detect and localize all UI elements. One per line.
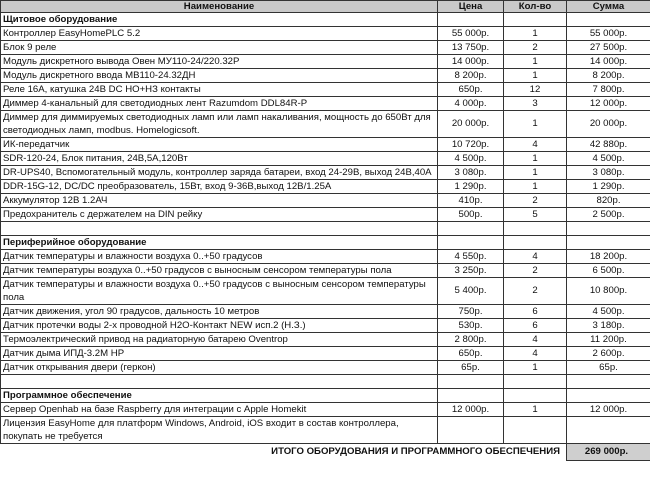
item-price: 20 000р. xyxy=(438,111,504,138)
header-row xyxy=(1,1,650,13)
empty-cell xyxy=(504,222,567,236)
item-sum: 10 800р. xyxy=(567,278,650,305)
empty-cell xyxy=(567,389,650,403)
item-name: SDR-120-24, Блок питания, 24В,5А,120Вт xyxy=(1,152,438,166)
item-name: ИК-передатчик xyxy=(1,138,438,152)
item-qty: 4 xyxy=(504,347,567,361)
table-row xyxy=(1,138,650,152)
item-price: 750р. xyxy=(438,305,504,319)
item-name: Реле 16А, катушка 24В DC НО+НЗ контакты xyxy=(1,83,438,97)
item-price: 14 000р. xyxy=(438,55,504,69)
item-price: 55 000р. xyxy=(438,27,504,41)
item-name: Контроллер EasyHomePLC 5.2 xyxy=(1,27,438,41)
item-price: 500р. xyxy=(438,208,504,222)
item-sum: 27 500р. xyxy=(567,41,650,55)
item-qty: 3 xyxy=(504,97,567,111)
item-sum: 42 880р. xyxy=(567,138,650,152)
item-name: Датчик протечки воды 2-х проводной H2O-Контакт NEW исп.2 (Н.З.) xyxy=(1,319,438,333)
item-name: Модуль дискретного ввода МВ110-24.32ДН xyxy=(1,69,438,83)
section-title: Программное обеспечение xyxy=(1,389,438,403)
header-name: Наименование xyxy=(1,1,438,13)
section-header-row xyxy=(1,236,650,250)
empty-cell xyxy=(438,375,504,389)
item-name: Диммер для диммируемых светодиодных ламп или ламп накаливания, мощность до 650Вт для светодиодных ламп, modbus. Homelogicsoft. xyxy=(1,111,438,138)
table-row xyxy=(1,361,650,375)
item-name: Предохранитель с держателем на DIN рейку xyxy=(1,208,438,222)
table-row xyxy=(1,208,650,222)
empty-cell xyxy=(567,222,650,236)
item-sum: 12 000р. xyxy=(567,403,650,417)
item-sum: 11 200р. xyxy=(567,333,650,347)
item-name: Модуль дискретного вывода Овен МУ110-24/220.32Р xyxy=(1,55,438,69)
item-sum: 2 500р. xyxy=(567,208,650,222)
section-title: Щитовое оборудование xyxy=(1,13,438,27)
table-row xyxy=(1,278,650,305)
item-price: 4 000р. xyxy=(438,97,504,111)
empty-cell xyxy=(438,13,504,27)
item-qty: 6 xyxy=(504,319,567,333)
item-sum: 3 180р. xyxy=(567,319,650,333)
empty-cell xyxy=(567,375,650,389)
item-sum: 55 000р. xyxy=(567,27,650,41)
item-sum: 65р. xyxy=(567,361,650,375)
item-sum: 4 500р. xyxy=(567,305,650,319)
item-price: 2 800р. xyxy=(438,333,504,347)
empty-cell xyxy=(1,375,438,389)
item-sum: 6 500р. xyxy=(567,264,650,278)
header-sum: Сумма xyxy=(567,1,650,13)
item-qty: 1 xyxy=(504,69,567,83)
item-qty: 2 xyxy=(504,278,567,305)
item-qty: 1 xyxy=(504,361,567,375)
item-sum: 12 000р. xyxy=(567,97,650,111)
item-sum: 20 000р. xyxy=(567,111,650,138)
header-qty: Кол-во xyxy=(504,1,567,13)
item-name: Датчик температуры воздуха 0..+50 градусов с выносным сенсором температуры пола xyxy=(1,264,438,278)
table-row xyxy=(1,55,650,69)
table-row xyxy=(1,97,650,111)
item-name: DDR-15G-12, DC/DC преобразователь, 15Вт, вход 9-36В,выход 12В/1.25А xyxy=(1,180,438,194)
item-qty: 2 xyxy=(504,194,567,208)
item-price: 8 200р. xyxy=(438,69,504,83)
item-name: Блок 9 реле xyxy=(1,41,438,55)
empty-cell xyxy=(504,389,567,403)
item-price: 650р. xyxy=(438,83,504,97)
item-qty: 2 xyxy=(504,264,567,278)
item-qty: 5 xyxy=(504,208,567,222)
item-qty: 1 xyxy=(504,27,567,41)
empty-cell xyxy=(438,222,504,236)
item-sum: 2 600р. xyxy=(567,347,650,361)
empty-cell xyxy=(1,222,438,236)
table-row xyxy=(1,347,650,361)
item-price: 10 720р. xyxy=(438,138,504,152)
item-sum: 1 290р. xyxy=(567,180,650,194)
empty-cell xyxy=(504,13,567,27)
item-qty: 6 xyxy=(504,305,567,319)
item-name: Датчик движения, угол 90 градусов, дальность 10 метров xyxy=(1,305,438,319)
item-name: DR-UPS40, Вспомогательный модуль, контроллер заряда батареи, вход 24-29В, выход 24В,40А xyxy=(1,166,438,180)
item-qty xyxy=(504,417,567,444)
section-header-row xyxy=(1,389,650,403)
item-price: 12 000р. xyxy=(438,403,504,417)
table-row xyxy=(1,27,650,41)
item-name: Датчик открывания двери (геркон) xyxy=(1,361,438,375)
item-price: 13 750р. xyxy=(438,41,504,55)
item-qty: 1 xyxy=(504,166,567,180)
item-sum: 4 500р. xyxy=(567,152,650,166)
table-row xyxy=(1,194,650,208)
item-qty: 12 xyxy=(504,83,567,97)
item-qty: 1 xyxy=(504,111,567,138)
item-sum: 8 200р. xyxy=(567,69,650,83)
item-price: 3 080р. xyxy=(438,166,504,180)
table-row xyxy=(1,264,650,278)
section-header-row xyxy=(1,13,650,27)
table-row xyxy=(1,319,650,333)
item-sum: 820р. xyxy=(567,194,650,208)
total-row xyxy=(1,444,650,461)
table-row xyxy=(1,152,650,166)
item-name: Лицензия EasyHome для платформ Windows, Android, iOS входит в состав контроллера, покупать не требуется xyxy=(1,417,438,444)
table-row xyxy=(1,111,650,138)
item-price xyxy=(438,417,504,444)
header-price: Цена xyxy=(438,1,504,13)
item-name: Датчик температуры и влажности воздуха 0..+50 градусов xyxy=(1,250,438,264)
item-name: Сервер Openhab на базе Raspberry для интеграции с Apple Homekit xyxy=(1,403,438,417)
item-qty: 1 xyxy=(504,152,567,166)
item-price: 650р. xyxy=(438,347,504,361)
item-price: 3 250р. xyxy=(438,264,504,278)
item-sum: 7 800р. xyxy=(567,83,650,97)
table-row xyxy=(1,180,650,194)
table-row xyxy=(1,69,650,83)
empty-cell xyxy=(438,236,504,250)
item-qty: 2 xyxy=(504,41,567,55)
item-qty: 1 xyxy=(504,180,567,194)
item-qty: 1 xyxy=(504,403,567,417)
item-qty: 4 xyxy=(504,250,567,264)
item-price: 5 400р. xyxy=(438,278,504,305)
table-row xyxy=(1,250,650,264)
item-name: Диммер 4-канальный для светодиодных лент Razumdom DDL84R-P xyxy=(1,97,438,111)
item-qty: 4 xyxy=(504,333,567,347)
item-sum: 18 200р. xyxy=(567,250,650,264)
item-price: 1 290р. xyxy=(438,180,504,194)
item-qty: 4 xyxy=(504,138,567,152)
item-name: Термоэлектрический привод на радиаторную батарею Oventrop xyxy=(1,333,438,347)
table-row xyxy=(1,403,650,417)
item-qty: 1 xyxy=(504,55,567,69)
item-price: 65р. xyxy=(438,361,504,375)
total-label: ИТОГО ОБОРУДОВАНИЯ И ПРОГРАММНОГО ОБЕСПЕЧЕНИЯ xyxy=(271,446,560,458)
total-value: 269 000р. xyxy=(567,444,650,461)
empty-row xyxy=(1,375,650,389)
table-row xyxy=(1,83,650,97)
empty-row xyxy=(1,222,650,236)
empty-cell xyxy=(438,389,504,403)
section-title: Периферийное оборудование xyxy=(1,236,438,250)
item-price: 530р. xyxy=(438,319,504,333)
item-sum xyxy=(567,417,650,444)
empty-cell xyxy=(567,236,650,250)
item-sum: 3 080р. xyxy=(567,166,650,180)
item-price: 4 550р. xyxy=(438,250,504,264)
item-price: 410р. xyxy=(438,194,504,208)
table-row xyxy=(1,305,650,319)
item-name: Датчик температуры и влажности воздуха 0..+50 градусов с выносным сенсором температуры пола xyxy=(1,278,438,305)
table-body xyxy=(1,13,650,444)
empty-cell xyxy=(504,375,567,389)
item-sum: 14 000р. xyxy=(567,55,650,69)
empty-cell xyxy=(567,13,650,27)
table-row xyxy=(1,166,650,180)
empty-cell xyxy=(504,236,567,250)
table-row xyxy=(1,417,650,444)
item-name: Датчик дыма ИПД-3.2М НР xyxy=(1,347,438,361)
table-row xyxy=(1,41,650,55)
item-name: Аккумулятор 12В 1.2АЧ xyxy=(1,194,438,208)
table-row xyxy=(1,333,650,347)
item-price: 4 500р. xyxy=(438,152,504,166)
